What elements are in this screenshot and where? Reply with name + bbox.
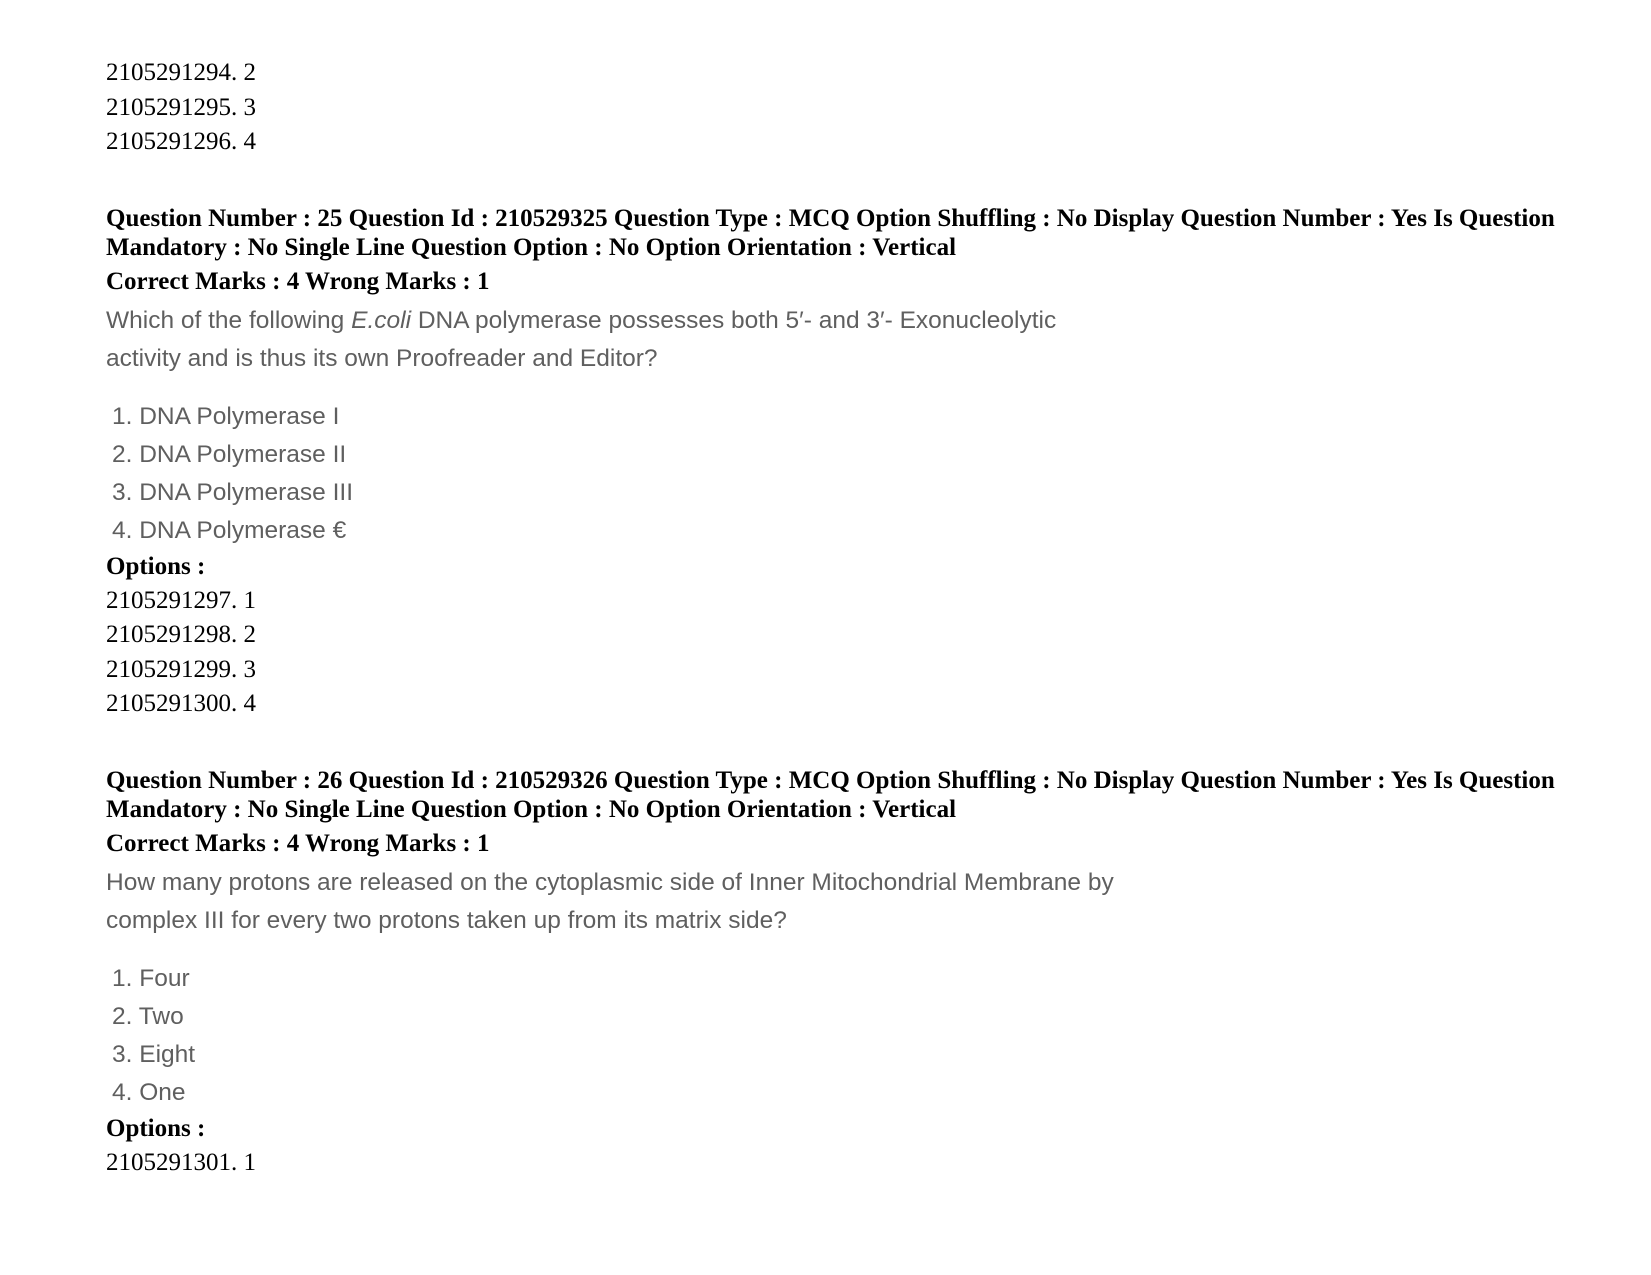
answer-choice: 4. DNA Polymerase € — [112, 516, 347, 544]
option-id-line: 2105291297. 1 — [106, 586, 256, 614]
option-id-line: 2105291300. 4 — [106, 690, 256, 717]
answer-choice: 4. One — [112, 1078, 186, 1106]
question-stem-line: activity and is thus its own Proofreader and Editor? — [106, 344, 658, 372]
option-id-line: 2105291299. 3 — [106, 655, 256, 683]
answer-choice: 1. Four — [112, 964, 190, 992]
answer-choices — [106, 960, 1606, 1112]
question-marks: Correct Marks : 4 Wrong Marks : 1 — [106, 267, 490, 295]
document-page — [106, 56, 1606, 1180]
question-header: Question Number : 26 Question Id : 210529326 Question Type : MCQ Option Shuffling : No Display Question Number : Yes Is Question Mandatory : No Single Line Question Option : No Option Orientation : Vertical — [106, 766, 1555, 823]
question-image — [106, 302, 1606, 550]
question-block-25 — [106, 204, 1606, 722]
answer-choice: 2. Two — [112, 1002, 184, 1030]
options-label: Options : — [106, 552, 206, 580]
previous-question-options — [106, 56, 1606, 160]
option-id-line: 2105291298. 2 — [106, 621, 256, 648]
option-id-line: 2105291294. 2 — [106, 59, 256, 86]
question-stem-line: complex III for every two protons taken up from its matrix side? — [106, 906, 787, 934]
question-stem-line: How many protons are released on the cytoplasmic side of Inner Mitochondrial Membrane by — [106, 868, 1114, 896]
answer-choice: 1. DNA Polymerase I — [112, 402, 340, 430]
question-stem-line: Which of the following E.coli DNA polymerase possesses both 5′- and 3′- Exonucleolytic — [106, 306, 1057, 334]
option-id-line: 2105291301. 1 — [106, 1148, 256, 1176]
options-label: Options : — [106, 1114, 206, 1142]
question-marks: Correct Marks : 4 Wrong Marks : 1 — [106, 829, 490, 857]
question-header: Question Number : 25 Question Id : 210529325 Question Type : MCQ Option Shuffling : No Display Question Number : Yes Is Question Mandatory : No Single Line Question Option : No Option Orientation : Vertical — [106, 204, 1555, 261]
answer-choice: 2. DNA Polymerase II — [112, 440, 347, 468]
answer-choices — [106, 398, 1606, 550]
option-id-line: 2105291296. 4 — [106, 128, 256, 155]
option-id-line: 2105291295. 3 — [106, 93, 256, 121]
species-name-italic: E.coli — [351, 306, 412, 334]
question-block-26 — [106, 766, 1606, 1181]
answer-choice: 3. Eight — [112, 1040, 196, 1068]
answer-choice: 3. DNA Polymerase III — [112, 478, 354, 506]
question-image — [106, 864, 1606, 1112]
